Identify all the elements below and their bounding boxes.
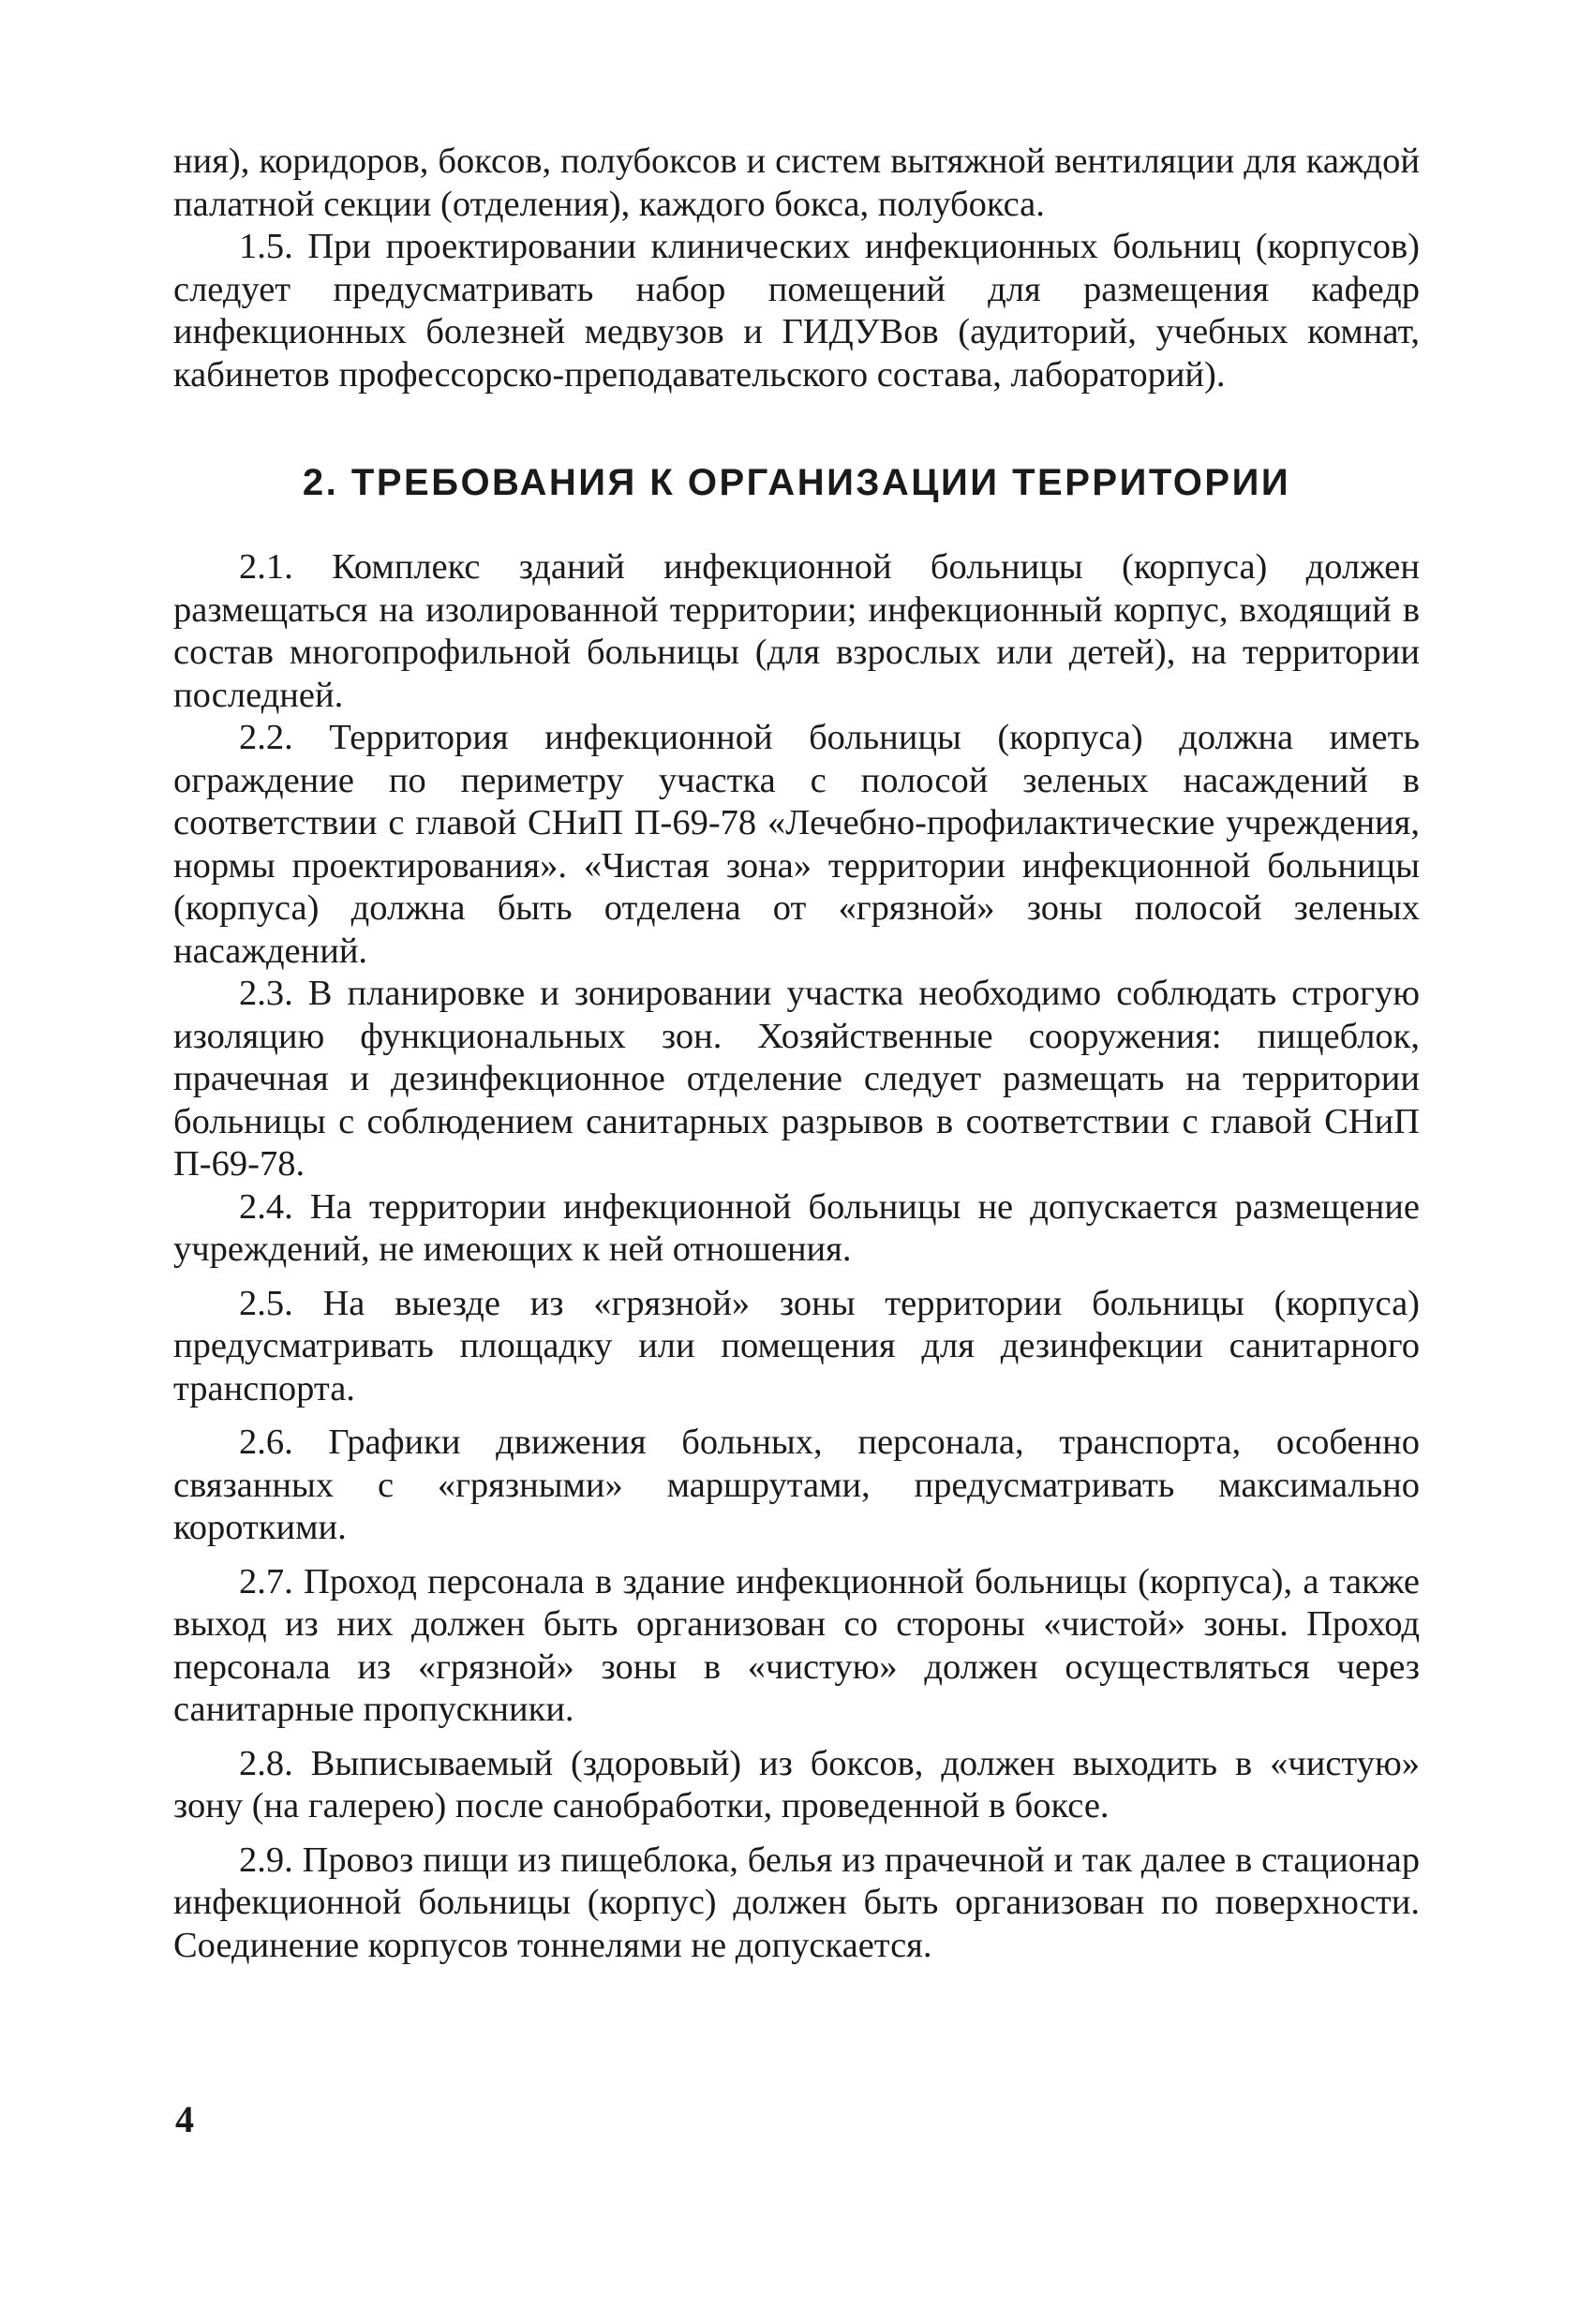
- paragraph-2-8: 2.8. Выписываемый (здоровый) из боксов, должен выходить в «чистую» зону (на галерею) после санобработки, проведенной в боксе.: [173, 1743, 1420, 1825]
- paragraph-2-5: 2.5. На выезде из «грязной» зоны территории больницы (корпуса) предусматривать площадку или помещения для дезинфекции санитарного транспорта.: [173, 1283, 1420, 1408]
- paragraph-2-6: 2.6. Графики движения больных, персонала, транспорта, особенно связанных с «грязными» маршрутами, предусматривать максимально короткими.: [173, 1423, 1420, 1547]
- paragraph-2-4: 2.4. На территории инфекционной больницы не допускается размещение учреждений, не имеющих к ней отношения.: [173, 1186, 1420, 1269]
- section-heading: 2. ТРЕБОВАНИЯ К ОРГАНИЗАЦИИ ТЕРРИТОРИИ: [302, 462, 1291, 503]
- paragraph-2-3: 2.3. В планировке и зонировании участка необходимо соблюдать строгую изоляцию функциональных зон. Хозяйственные сооружения: пищеблок, прачечная и дезинфекционное отделение следует размещать на территории больницы с соблюдением санитарных разрывов в соответствии с главой СНиП П-69-78.: [173, 974, 1420, 1184]
- paragraph-1-5: 1.5. При проектировании клинических инфекционных больниц (корпусов) следует предусматривать набор помещений для размещения кафедр инфекционных болезней медвузов и ГИДУВов (аудиторий, учебных комнат, кабинетов профессорско-преподавательского состава, лабораторий).: [173, 227, 1420, 395]
- paragraph-2-7: 2.7. Проход персонала в здание инфекционной больницы (корпуса), а также выход из них должен быть организован со стороны «чистой» зоны. Проход персонала из «грязной» зоны в «чистую» должен осуществляться через санитарные пропускники.: [173, 1561, 1420, 1729]
- page-body: [173, 141, 1420, 1967]
- continuation-paragraph: ния), коридоров, боксов, полубоксов и систем вытяжной вентиляции для каждой палатной секции (отделения), каждого бокса, полубокса.: [173, 142, 1420, 224]
- paragraph-2-2: 2.2. Территория инфекционной больницы (корпуса) должна иметь ограждение по периметру участка с полосой зеленых насаждений в соответствии с главой СНиП П-69-78 «Лечебно-профилактические учреждения, нормы проектирования». «Чистая зона» территории инфекционной больницы (корпуса) должна быть отделена от «грязной» зоны полосой зеленых насаждений.: [173, 718, 1420, 971]
- paragraph-2-9: 2.9. Провоз пищи из пищеблока, белья из прачечной и так далее в стационар инфекционной больницы (корпус) должен быть организован по поверхности. Соединение корпусов тоннелями не допускается.: [173, 1840, 1420, 1965]
- paragraph-2-1: 2.1. Комплекс зданий инфекционной больницы (корпуса) должен размещаться на изолированной территории; инфекционный корпус, входящий в состав многопрофильной больницы (для взрослых или детей), на территории последней.: [173, 547, 1420, 715]
- page-number: 4: [175, 2098, 194, 2140]
